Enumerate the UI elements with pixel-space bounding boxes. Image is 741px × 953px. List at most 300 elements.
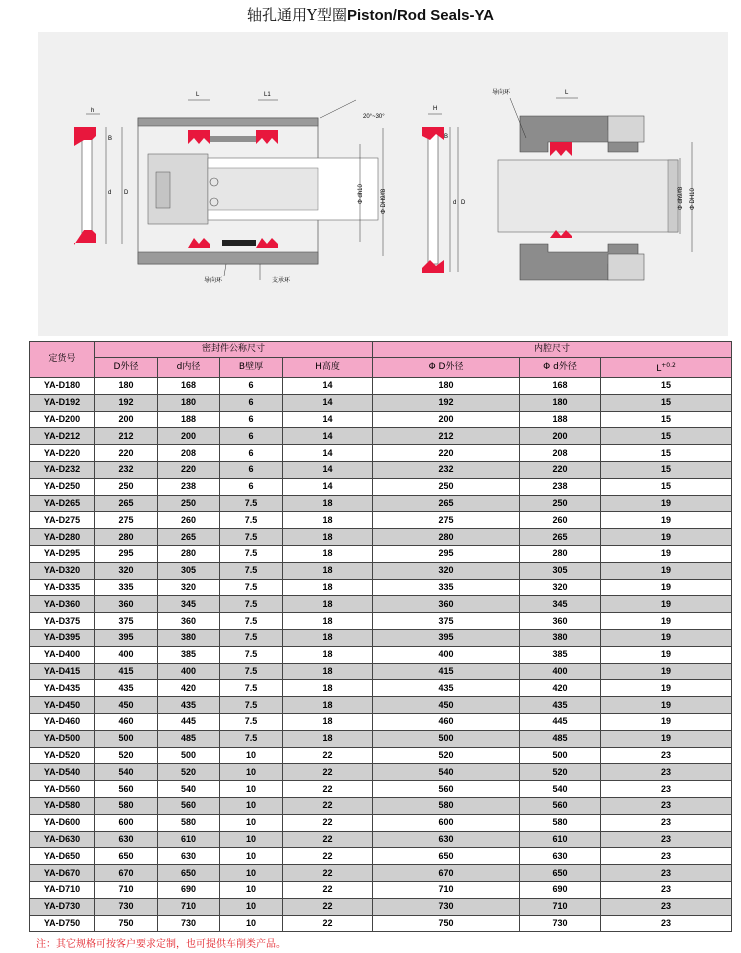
label-B-left: B <box>108 136 113 142</box>
table-cell: 19 <box>601 495 732 512</box>
table-cell: 460 <box>373 713 520 730</box>
order-no-cell: YA-D600 <box>30 814 95 831</box>
table-cell: 610 <box>158 831 220 848</box>
table-cell: 19 <box>601 579 732 596</box>
table-cell: 385 <box>520 646 601 663</box>
table-cell: 690 <box>520 881 601 898</box>
table-cell: 19 <box>601 562 732 579</box>
order-no-cell: YA-D192 <box>30 394 95 411</box>
table-cell: 420 <box>158 680 220 697</box>
table-cell: 520 <box>373 747 520 764</box>
table-cell: 19 <box>601 529 732 546</box>
table-cell: 650 <box>95 848 158 865</box>
label-H: H <box>433 106 438 112</box>
table-row <box>30 646 732 663</box>
table-cell: 260 <box>158 512 220 529</box>
table-cell: 7.5 <box>220 629 283 646</box>
table-cell: 200 <box>95 411 158 428</box>
table-row <box>30 545 732 562</box>
table-cell: 485 <box>520 730 601 747</box>
table-cell: 10 <box>220 797 283 814</box>
title-en: Piston/Rod Seals-YA <box>346 7 494 24</box>
table-row <box>30 613 732 630</box>
table-cell: 7.5 <box>220 697 283 714</box>
table-cell: 192 <box>373 394 520 411</box>
table-cell: 6 <box>220 428 283 445</box>
table-cell: 10 <box>220 898 283 915</box>
table-cell: 435 <box>95 680 158 697</box>
table-cell: 395 <box>373 629 520 646</box>
table-cell: 180 <box>158 394 220 411</box>
table-cell: 320 <box>158 579 220 596</box>
table-cell: 400 <box>373 646 520 663</box>
order-no-cell: YA-D250 <box>30 478 95 495</box>
table-cell: 238 <box>520 478 601 495</box>
header-L: L <box>656 364 662 374</box>
table-cell: 10 <box>220 747 283 764</box>
table-cell: 435 <box>158 697 220 714</box>
table-row <box>30 461 732 478</box>
table-cell: 450 <box>373 697 520 714</box>
table-cell: 15 <box>601 428 732 445</box>
middle-seal-profile <box>422 106 466 273</box>
table-cell: 710 <box>95 881 158 898</box>
table-cell: 7.5 <box>220 596 283 613</box>
table-cell: 275 <box>95 512 158 529</box>
header-col: B壁厚 <box>220 358 283 378</box>
table-cell: 580 <box>158 814 220 831</box>
header-cavity: 内腔尺寸 <box>373 342 732 358</box>
table-cell: 19 <box>601 596 732 613</box>
table-cell: 320 <box>520 579 601 596</box>
table-cell: 540 <box>520 781 601 798</box>
table-row <box>30 697 732 714</box>
order-no-cell: YA-D520 <box>30 747 95 764</box>
table-cell: 14 <box>283 478 373 495</box>
table-cell: 500 <box>158 747 220 764</box>
table-cell: 220 <box>373 445 520 462</box>
table-cell: 18 <box>283 596 373 613</box>
table-cell: 485 <box>158 730 220 747</box>
table-cell: 15 <box>601 445 732 462</box>
table-row <box>30 495 732 512</box>
header-col: H高度 <box>283 358 373 378</box>
table-cell: 23 <box>601 848 732 865</box>
table-cell: 280 <box>95 529 158 546</box>
table-cell: 6 <box>220 411 283 428</box>
table-cell: 520 <box>95 747 158 764</box>
table-cell: 540 <box>158 781 220 798</box>
footnote: 注：其它规格可按客户要求定制，也可提供车削类产品。 <box>36 939 286 950</box>
table-row <box>30 730 732 747</box>
table-cell: 15 <box>601 378 732 395</box>
order-no-cell: YA-D400 <box>30 646 95 663</box>
table-cell: 23 <box>601 781 732 798</box>
table-cell: 180 <box>520 394 601 411</box>
table-cell: 23 <box>601 865 732 882</box>
table-cell: 610 <box>520 831 601 848</box>
table-cell: 305 <box>158 562 220 579</box>
order-no-cell: YA-D232 <box>30 461 95 478</box>
label-L: L <box>196 92 200 98</box>
order-no-cell: YA-D730 <box>30 898 95 915</box>
order-no-cell: YA-D450 <box>30 697 95 714</box>
table-cell: 23 <box>601 797 732 814</box>
table-row <box>30 512 732 529</box>
table-row <box>30 781 732 798</box>
label-B-mid: B <box>444 134 449 140</box>
table-row <box>30 680 732 697</box>
table-cell: 400 <box>520 663 601 680</box>
header-L-sup: +0.2 <box>661 362 676 369</box>
table-cell: 345 <box>520 596 601 613</box>
label-dh10: Φ dh10 <box>358 184 364 204</box>
table-cell: 445 <box>158 713 220 730</box>
order-no-cell: YA-D335 <box>30 579 95 596</box>
table-row <box>30 428 732 445</box>
table-cell: 7.5 <box>220 529 283 546</box>
table-cell: 380 <box>158 629 220 646</box>
table-cell: 670 <box>373 865 520 882</box>
label-dh98: Φ dh9/f8 <box>678 186 684 210</box>
table-header-row-1 <box>30 342 732 358</box>
table-cell: 380 <box>520 629 601 646</box>
table-cell: 18 <box>283 579 373 596</box>
table-cell: 730 <box>373 898 520 915</box>
assembly-view <box>138 92 387 284</box>
table-cell: 630 <box>373 831 520 848</box>
table-cell: 188 <box>158 411 220 428</box>
table-cell: 22 <box>283 915 373 932</box>
table-cell: 710 <box>520 898 601 915</box>
table-row <box>30 797 732 814</box>
table-cell: 15 <box>601 394 732 411</box>
table-cell: 265 <box>95 495 158 512</box>
table-cell: 250 <box>158 495 220 512</box>
table-row <box>30 848 732 865</box>
table-row <box>30 378 732 395</box>
table-cell: 320 <box>373 562 520 579</box>
order-no-cell: YA-D415 <box>30 663 95 680</box>
table-row <box>30 881 732 898</box>
order-no-cell: YA-D200 <box>30 411 95 428</box>
table-cell: 7.5 <box>220 646 283 663</box>
table-cell: 14 <box>283 445 373 462</box>
table-cell: 15 <box>601 478 732 495</box>
table-body <box>30 378 732 932</box>
table-row <box>30 596 732 613</box>
table-cell: 295 <box>373 545 520 562</box>
table-cell: 650 <box>373 848 520 865</box>
table-cell: 275 <box>373 512 520 529</box>
table-cell: 18 <box>283 562 373 579</box>
label-guide-ring-right: 导向环 <box>492 90 511 96</box>
order-no-cell: YA-D670 <box>30 865 95 882</box>
table-row <box>30 831 732 848</box>
label-D-left: D <box>124 190 129 196</box>
table-cell: 7.5 <box>220 562 283 579</box>
order-no-cell: YA-D265 <box>30 495 95 512</box>
table-row <box>30 663 732 680</box>
table-cell: 19 <box>601 613 732 630</box>
table-cell: 212 <box>95 428 158 445</box>
table-cell: 280 <box>520 545 601 562</box>
table-cell: 420 <box>520 680 601 697</box>
table-row <box>30 411 732 428</box>
table-cell: 335 <box>95 579 158 596</box>
table-cell: 18 <box>283 697 373 714</box>
table-cell: 250 <box>95 478 158 495</box>
table-cell: 375 <box>373 613 520 630</box>
table-cell: 10 <box>220 848 283 865</box>
table-cell: 200 <box>373 411 520 428</box>
table-cell: 23 <box>601 881 732 898</box>
label-guide-ring-left: 导向环 <box>204 278 223 284</box>
table-cell: 600 <box>95 814 158 831</box>
order-no-cell: YA-D360 <box>30 596 95 613</box>
table-cell: 7.5 <box>220 663 283 680</box>
table-cell: 188 <box>520 411 601 428</box>
table-cell: 18 <box>283 512 373 529</box>
table-cell: 220 <box>520 461 601 478</box>
table-row <box>30 747 732 764</box>
order-no-cell: YA-D460 <box>30 713 95 730</box>
order-no-cell: YA-D212 <box>30 428 95 445</box>
table-cell: 238 <box>158 478 220 495</box>
header-col: D外径 <box>95 358 158 378</box>
table-cell: 15 <box>601 411 732 428</box>
table-cell: 250 <box>520 495 601 512</box>
table-cell: 14 <box>283 394 373 411</box>
table-cell: 168 <box>158 378 220 395</box>
table-cell: 19 <box>601 697 732 714</box>
table-cell: 600 <box>373 814 520 831</box>
table-cell: 445 <box>520 713 601 730</box>
table-cell: 540 <box>95 764 158 781</box>
table-cell: 360 <box>373 596 520 613</box>
order-no-cell: YA-D295 <box>30 545 95 562</box>
table-row <box>30 478 732 495</box>
table-cell: 232 <box>373 461 520 478</box>
label-d-left: d <box>108 190 112 196</box>
table-cell: 7.5 <box>220 545 283 562</box>
table-cell: 23 <box>601 747 732 764</box>
table-row <box>30 529 732 546</box>
table-cell: 200 <box>158 428 220 445</box>
table-cell: 23 <box>601 898 732 915</box>
order-no-cell: YA-D320 <box>30 562 95 579</box>
table-row <box>30 713 732 730</box>
table-cell: 10 <box>220 865 283 882</box>
table-cell: 6 <box>220 394 283 411</box>
label-L1: L1 <box>264 92 271 98</box>
table-cell: 670 <box>95 865 158 882</box>
header-col: Φ d外径 <box>520 358 601 378</box>
table-cell: 730 <box>520 915 601 932</box>
table-cell: 560 <box>373 781 520 798</box>
table-cell: 580 <box>520 814 601 831</box>
order-no-cell: YA-D540 <box>30 764 95 781</box>
table-cell: 7.5 <box>220 613 283 630</box>
table-cell: 18 <box>283 495 373 512</box>
table-cell: 19 <box>601 680 732 697</box>
table-cell: 7.5 <box>220 579 283 596</box>
table-cell: 540 <box>373 764 520 781</box>
table-cell: 450 <box>95 697 158 714</box>
table-cell: 22 <box>283 848 373 865</box>
table-cell: 14 <box>283 411 373 428</box>
left-seal-profile <box>74 108 129 245</box>
order-no-cell: YA-D375 <box>30 613 95 630</box>
table-cell: 630 <box>520 848 601 865</box>
table-cell: 19 <box>601 545 732 562</box>
table-cell: 730 <box>95 898 158 915</box>
page-title <box>0 4 741 25</box>
table-row <box>30 898 732 915</box>
right-assembly-view <box>492 88 696 280</box>
table-cell: 18 <box>283 613 373 630</box>
label-D-mid: D <box>461 200 466 206</box>
table-cell: 500 <box>373 730 520 747</box>
table-row <box>30 562 732 579</box>
order-no-cell: YA-D500 <box>30 730 95 747</box>
table-cell: 19 <box>601 646 732 663</box>
table-cell: 560 <box>520 797 601 814</box>
table-cell: 10 <box>220 831 283 848</box>
table-cell: 360 <box>158 613 220 630</box>
table-cell: 22 <box>283 898 373 915</box>
table-cell: 265 <box>158 529 220 546</box>
table-cell: 180 <box>95 378 158 395</box>
table-cell: 560 <box>158 797 220 814</box>
table-cell: 10 <box>220 781 283 798</box>
table-cell: 320 <box>95 562 158 579</box>
table-cell: 18 <box>283 529 373 546</box>
label-h: h <box>91 108 95 114</box>
table-cell: 22 <box>283 781 373 798</box>
table-cell: 435 <box>373 680 520 697</box>
table-cell: 19 <box>601 730 732 747</box>
table-cell: 18 <box>283 680 373 697</box>
table-cell: 180 <box>373 378 520 395</box>
table-cell: 22 <box>283 797 373 814</box>
spec-table <box>29 341 732 932</box>
table-cell: 18 <box>283 545 373 562</box>
table-cell: 265 <box>373 495 520 512</box>
drawing-svg <box>38 32 728 336</box>
table-cell: 220 <box>158 461 220 478</box>
table-cell: 520 <box>520 764 601 781</box>
table-cell: 6 <box>220 478 283 495</box>
table-cell: 360 <box>520 613 601 630</box>
order-no-cell: YA-D220 <box>30 445 95 462</box>
technical-drawing <box>38 32 728 336</box>
table-cell: 168 <box>520 378 601 395</box>
table-row <box>30 394 732 411</box>
table-cell: 415 <box>95 663 158 680</box>
header-seal: 密封件公称尺寸 <box>95 342 373 358</box>
label-support-ring: 支承环 <box>272 278 291 284</box>
table-cell: 10 <box>220 764 283 781</box>
table-cell: 18 <box>283 730 373 747</box>
table-cell: 14 <box>283 428 373 445</box>
table-cell: 6 <box>220 378 283 395</box>
order-no-cell: YA-D650 <box>30 848 95 865</box>
table-cell: 23 <box>601 764 732 781</box>
order-no-cell: YA-D560 <box>30 781 95 798</box>
table-cell: 22 <box>283 747 373 764</box>
table-cell: 22 <box>283 831 373 848</box>
order-no-cell: YA-D280 <box>30 529 95 546</box>
table-cell: 265 <box>520 529 601 546</box>
table-cell: 22 <box>283 865 373 882</box>
table-cell: 7.5 <box>220 680 283 697</box>
table-cell: 7.5 <box>220 713 283 730</box>
table-row <box>30 814 732 831</box>
table-cell: 580 <box>373 797 520 814</box>
table-cell: 18 <box>283 713 373 730</box>
order-no-cell: YA-D180 <box>30 378 95 395</box>
table-cell: 19 <box>601 512 732 529</box>
table-row <box>30 579 732 596</box>
table-cell: 23 <box>601 814 732 831</box>
table-cell: 520 <box>158 764 220 781</box>
table-cell: 730 <box>158 915 220 932</box>
table-cell: 385 <box>158 646 220 663</box>
table-cell: 23 <box>601 915 732 932</box>
table-cell: 10 <box>220 915 283 932</box>
table-cell: 395 <box>95 629 158 646</box>
label-DH10: Φ DH10 <box>690 188 696 210</box>
table-cell: 6 <box>220 461 283 478</box>
table-cell: 710 <box>373 881 520 898</box>
table-row <box>30 629 732 646</box>
table-cell: 690 <box>158 881 220 898</box>
table-cell: 23 <box>601 831 732 848</box>
table-cell: 200 <box>520 428 601 445</box>
table-header-row-2 <box>30 358 732 378</box>
header-col-L <box>601 358 732 378</box>
label-angle: 20°~30° <box>363 114 385 120</box>
table-cell: 500 <box>95 730 158 747</box>
label-DH98: Φ DH9/f8 <box>381 188 387 214</box>
table-cell: 630 <box>158 848 220 865</box>
order-no-cell: YA-D275 <box>30 512 95 529</box>
order-no-cell: YA-D580 <box>30 797 95 814</box>
table-cell: 6 <box>220 445 283 462</box>
header-col: Φ D外径 <box>373 358 520 378</box>
table-cell: 18 <box>283 663 373 680</box>
table-cell: 500 <box>520 747 601 764</box>
table-cell: 345 <box>158 596 220 613</box>
table-cell: 19 <box>601 713 732 730</box>
table-cell: 650 <box>520 865 601 882</box>
table-cell: 435 <box>520 697 601 714</box>
table-cell: 232 <box>95 461 158 478</box>
table-cell: 22 <box>283 881 373 898</box>
table-cell: 19 <box>601 663 732 680</box>
table-cell: 192 <box>95 394 158 411</box>
table-cell: 14 <box>283 461 373 478</box>
table-cell: 415 <box>373 663 520 680</box>
header-order-no: 定货号 <box>30 342 95 378</box>
table-cell: 630 <box>95 831 158 848</box>
table-cell: 220 <box>95 445 158 462</box>
order-no-cell: YA-D750 <box>30 915 95 932</box>
table-cell: 250 <box>373 478 520 495</box>
table-cell: 400 <box>158 663 220 680</box>
table-row <box>30 764 732 781</box>
